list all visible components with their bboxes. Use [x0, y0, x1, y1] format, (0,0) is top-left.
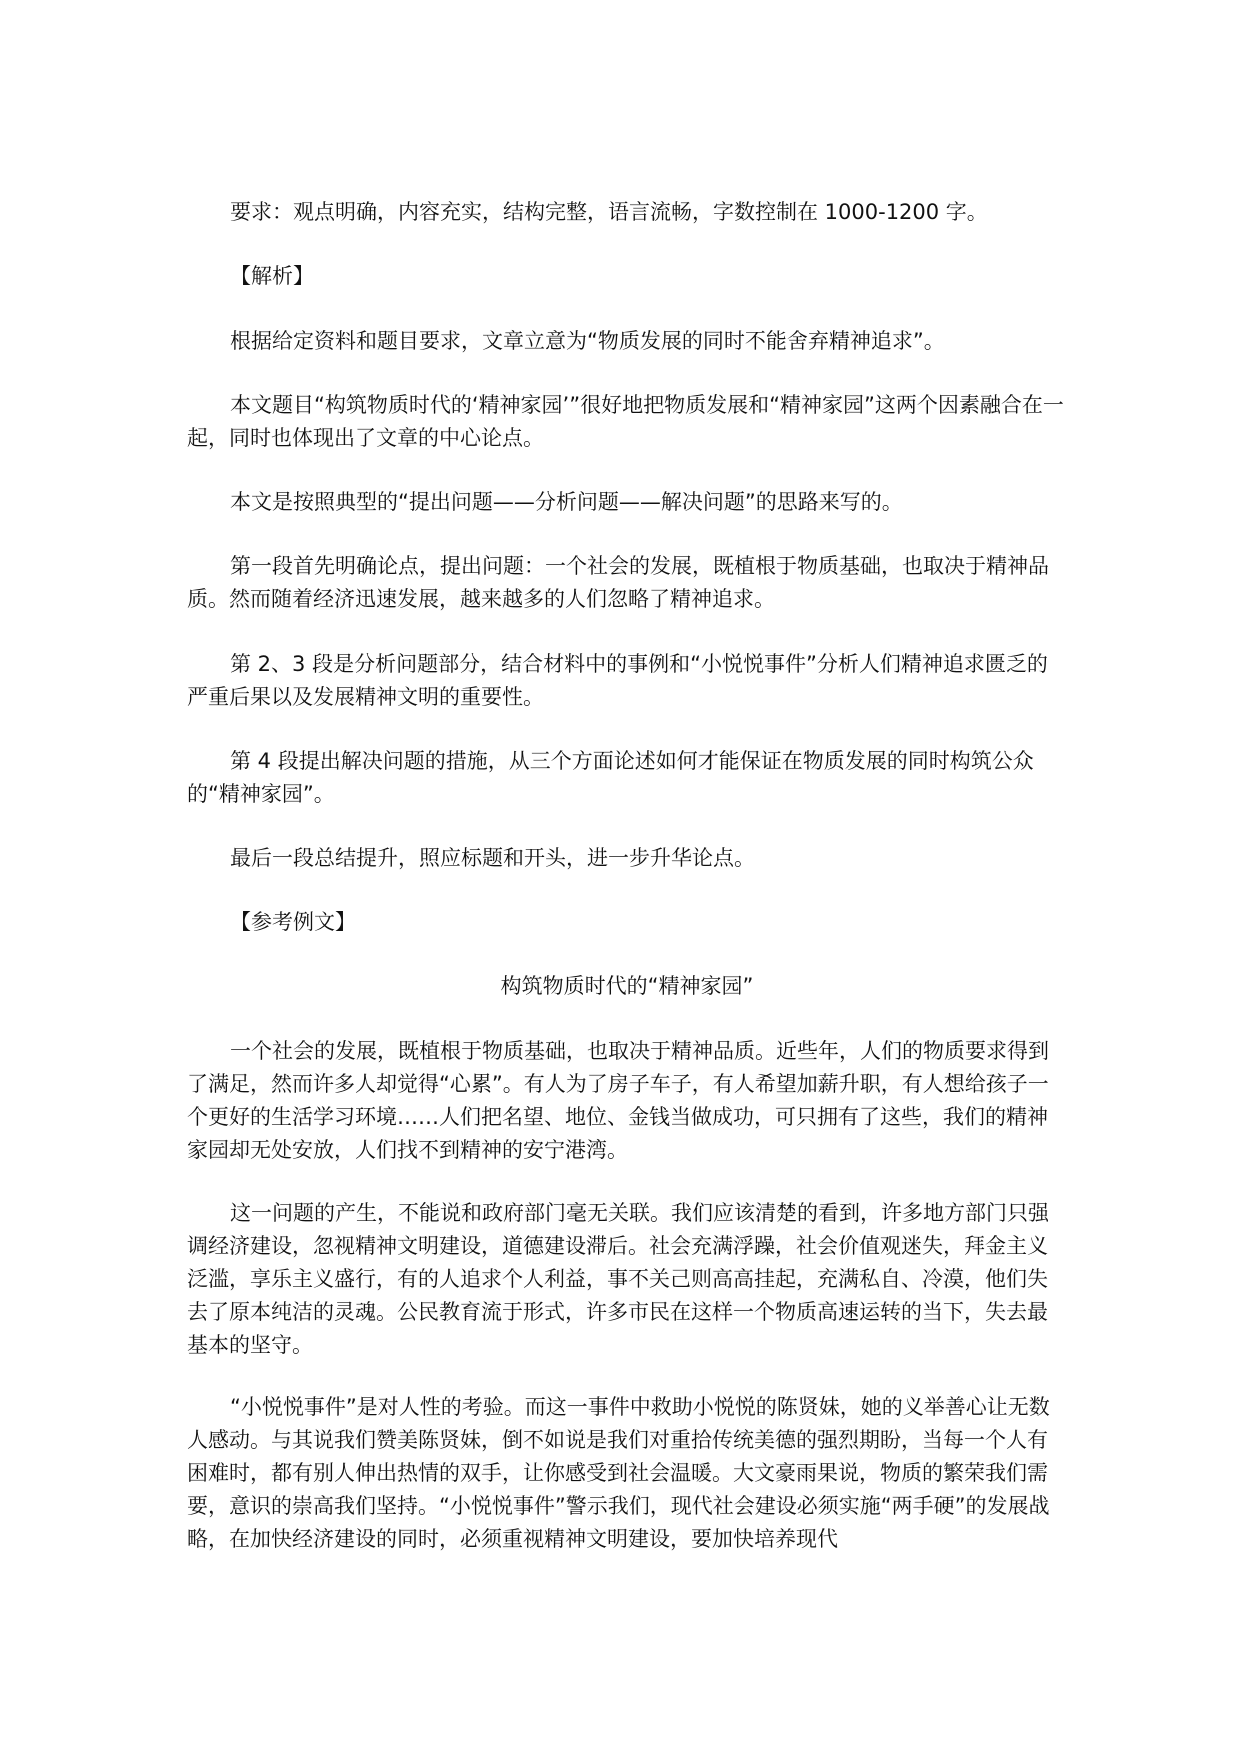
requirement-paragraph: 要求：观点明确，内容充实，结构完整，语言流畅，字数控制在 1000-1200 字。: [230, 200, 988, 224]
analysis-paragraph-6: 第 4 段提出解决问题的措施，从三个方面论述如何才能保证在物质发展的同时构筑公众的“精神家园”。: [187, 749, 1034, 806]
analysis-paragraph-4: 第一段首先明确论点，提出问题：一个社会的发展，既植根于物质基础，也取决于精神品质。然而随着经济迅速发展，越来越多的人们忽略了精神追求。: [187, 554, 1049, 611]
essay-title: 构筑物质时代的“精神家园”: [500, 974, 754, 998]
essay-paragraph-3: “小悦悦事件”是对人性的考验。而这一事件中救助小悦悦的陈贤妹，她的义举善心让无数人感动。与其说我们赞美陈贤妹，倒不如说是我们对重拾传统美德的强烈期盼，当每一个人有困难时，都有别人伸出热情的双手，让你感受到社会温暖。大文豪雨果说，物质的繁荣我们需要，意识的崇高我们坚持。“小悦悦事件”警示我们，现代社会建设必须实施“两手硬”的发展战略，在加快经济建设的同时，必须重视精神文明建设，要加快培养现代: [187, 1395, 1050, 1551]
essay-paragraph-1: 一个社会的发展，既植根于物质基础，也取决于精神品质。近些年，人们的物质要求得到了满足，然而许多人却觉得“心累”。有人为了房子车子，有人希望加薪升职，有人想给孩子一个更好的生活学习环境……人们把名望、地位、金钱当做成功，可只拥有了这些，我们的精神家园却无处安放，人们找不到精神的安宁港湾。: [187, 1039, 1049, 1162]
analysis-paragraph-1: 根据给定资料和题目要求，文章立意为“物质发展的同时不能舍弃精神追求”。: [230, 329, 945, 353]
analysis-paragraph-7: 最后一段总结提升，照应标题和开头，进一步升华论点。: [230, 846, 755, 870]
sample-heading: 【参考例文】: [230, 910, 356, 934]
essay-paragraph-2: 这一问题的产生，不能说和政府部门毫无关联。我们应该清楚的看到，许多地方部门只强调经济建设，忽视精神文明建设，道德建设滞后。社会充满浮躁，社会价值观迷失，拜金主义泛滥，享乐主义盛行，有的人追求个人利益，事不关己则高高挂起，充满私自、冷漠，他们失去了原本纯洁的灵魂。公民教育流于形式，许多市民在这样一个物质高速运转的当下，失去最基本的坚守。: [187, 1201, 1049, 1357]
analysis-paragraph-2: 本文题目“构筑物质时代的‘精神家园’”很好地把物质发展和“精神家园”这两个因素融合在一起，同时也体现出了文章的中心论点。: [187, 393, 1064, 450]
analysis-heading: 【解析】: [230, 264, 314, 288]
analysis-paragraph-3: 本文是按照典型的“提出问题——分析问题——解决问题”的思路来写的。: [230, 490, 903, 514]
analysis-paragraph-5: 第 2、3 段是分析问题部分，结合材料中的事例和“小悦悦事件”分析人们精神追求匮乏的严重后果以及发展精神文明的重要性。: [187, 652, 1048, 709]
